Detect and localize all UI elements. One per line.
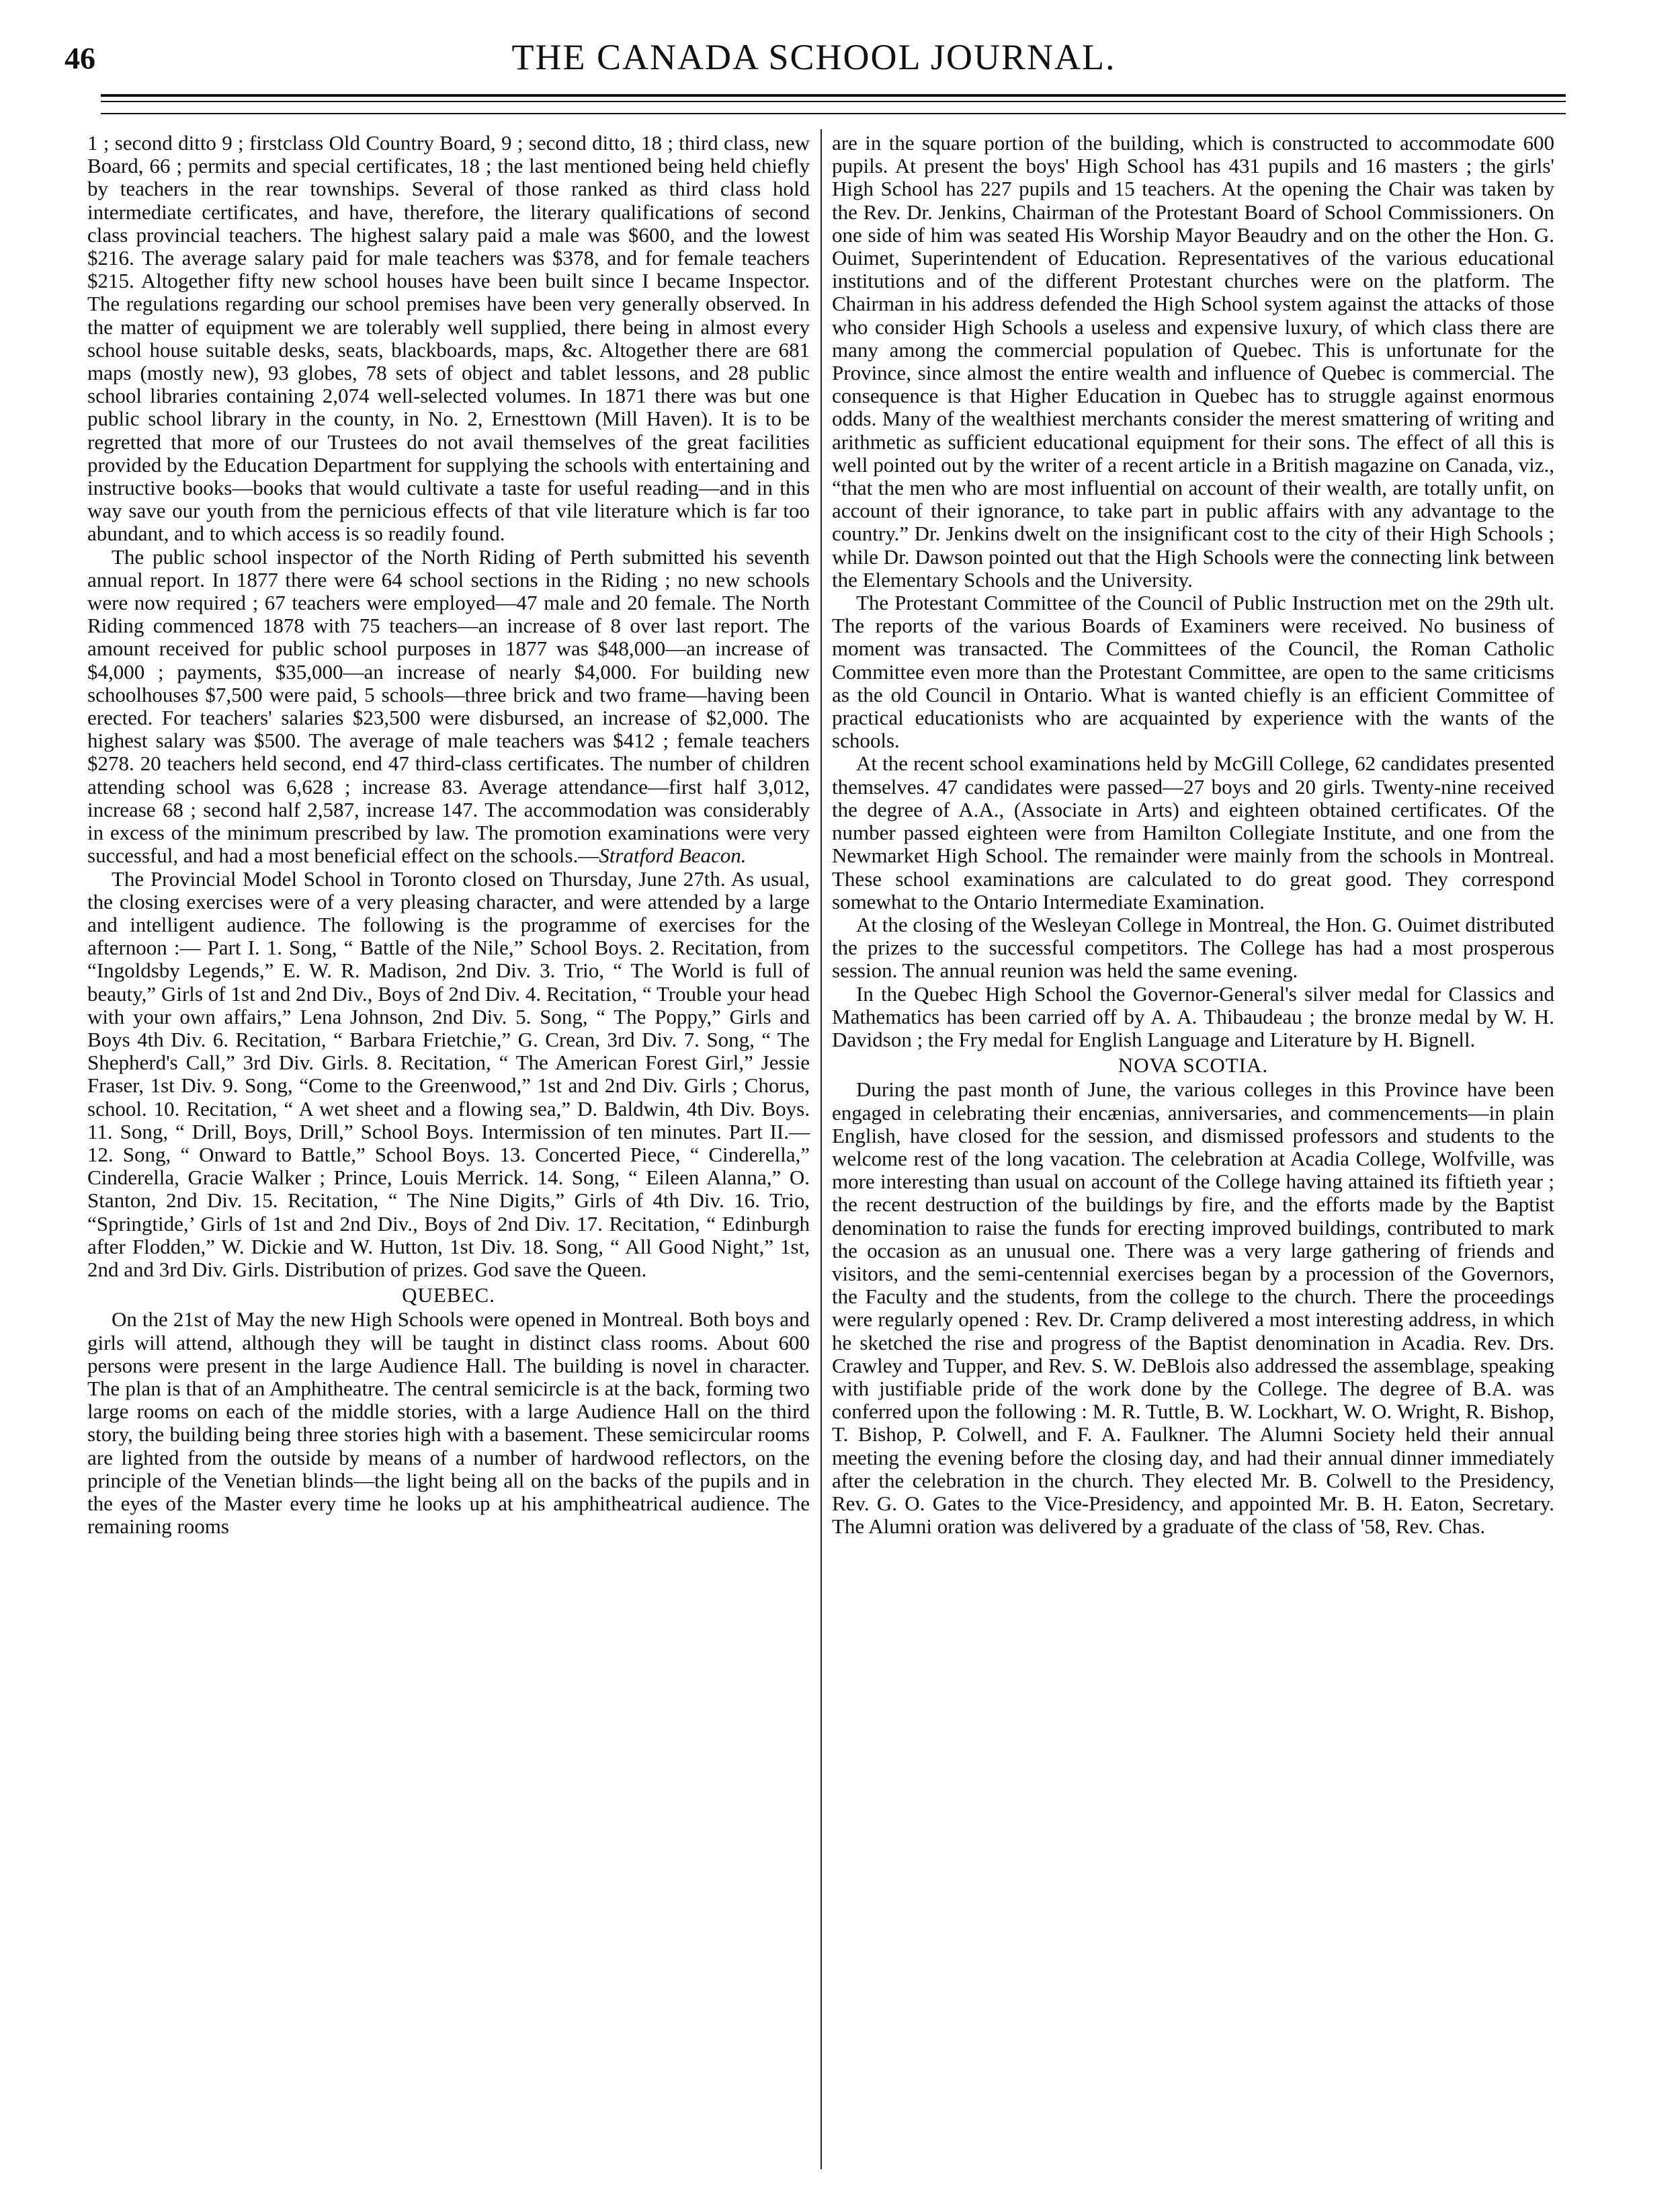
article-paragraph xyxy=(87,546,810,868)
section-heading-quebec: QUEBEC. xyxy=(402,1283,495,1307)
page-number: 46 xyxy=(65,41,95,75)
paragraph-text: The public school inspector of the North Riding of Perth submitted his seventh annual report. In 1877 there were 64 school sections in the Riding ; no new schools were now required ; 67 teachers were employed—47 male and 20 female. The North Riding commenced 1878 with 75 teachers—an increase of 8 over last report. The amount received for public school purposes in 1877 was $48,000—an increase of $4,000 ; payments, $35,000—an increase of nearly $4,000. For building new schoolhouses $7,500 were paid, 5 schools—three brick and two frame—having been erected. For teachers' salaries $23,500 were disbursed, an increase of $2,000. The highest salary was $500. The average of male teachers was $412 ; female teachers $278. 20 teachers held second, end 47 third-class certificates. The number of children attending school was 6,628 ; increase 83. Average attendance—first half 3,012, increase 68 ; second half 2,587, increase 147. The accommodation was considerably in excess of the minimum prescribed by law. The promotion examinations were very successful, and had a most beneficial effect on the schools.— xyxy=(87,544,810,868)
article-paragraph: The Protestant Committee of the Council of Public Instruction met on the 29th ult. The reports of the various Boards of Examiners were received. No business of moment was transacted. The Committees of the Council, the Roman Catholic Committee even more than the Protestant Committee, are open to the same criticisms as the old Council in Ontario. What is wanted chiefly is an efficient Committee of practical educationists who are acquainted by experience with the wants of the schools. xyxy=(832,591,1554,753)
page-header xyxy=(65,27,1563,81)
right-column xyxy=(832,132,1554,2168)
article-paragraph: In the Quebec High School the Governor-General's silver medal for Classics and Mathematics has been carried off by A. A. Thibaudeau ; the bronze medal by W. H. Davidson ; the Fry medal for English Language and Literature by H. Bignell. xyxy=(832,981,1554,1051)
article-paragraph: are in the square portion of the building, which is constructed to accommodate 600 pupils. At present the boys' High School has 431 pupils and 16 masters ; the girls' High School has 227 pupils and 15 teachers. At the opening the Chair was taken by the Rev. Dr. Jenkins, Chairman of the Protestant Board of School Commissioners. On one side of him was seated His Worship Mayor Beaudry and on the other the Hon. G. Ouimet, Superintendent of Education. Representatives of the various educational institutions and of the different Protestant churches were on the platform. The Chairman in his address defended the High School system against the attacks of those who consider High Schools a useless and expensive luxury, of which class there are many among the commercial population of Quebec. This is unfortunate for the Province, since almost the entire wealth and influence of Quebec is commercial. The consequence is that Higher Education in Quebec has to struggle against enormous odds. Many of the wealthiest merchants consider the merest smattering of writing and arithmetic as sufficient educational equipment for their sons. The effect of all this is well pointed out by the writer of a recent article in a British magazine on Canada, viz., “that the men who are most influential on account of their wealth, are totally unfit, on account of their ignorance, to take part in public affairs with any advantage to the country.” Dr. Jenkins dwelt on the insignificant cost to the city of their High Schools ; while Dr. Dawson pointed out that the High Schools were the connecting link between the Elementary Schools and the University. xyxy=(832,131,1554,592)
column-divider xyxy=(821,129,822,2169)
article-paragraph: The Provincial Model School in Toronto closed on Thursday, June 27th. As usual, the closing exercises were of a very pleasing character, and were attended by a large and intelligent audience. The following is the programme of exercises for the afternoon :— Part I. 1. Song, “ Battle of the Nile,” School Boys. 2. Recitation, from “Ingoldsby Legends,” E. W. R. Madison, 2nd Div. 3. Trio, “ The World is full of beauty,” Girls of 1st and 2nd Div., Boys of 2nd Div. 4. Recitation, “ Trouble your head with your own affairs,” Lena Johnson, 2nd Div. 5. Song, “ The Poppy,” Girls and Boys 4th Div. 6. Recitation, “ Barbara Frietchie,” G. Crean, 3rd Div. 7. Song, “ The Shepherd's Call,” 3rd Div. Girls. 8. Recitation, “ The American Forest Girl,” Jessie Fraser, 1st Div. 9. Song, “Come to the Greenwood,” 1st and 2nd Div. Girls ; Chorus, school. 10. Recitation, “ A wet sheet and a flowing sea,” D. Baldwin, 4th Div. Boys. 11. Song, “ Drill, Boys, Drill,” School Boys. Intermission of ten minutes. Part II.— 12. Song, “ Onward to Battle,” School Boys. 13. Concerted Piece, “ Cinderella,” Cinderella, Gracie Walker ; Prince, Louis Merrick. 14. Song, “ Eileen Alanna,” O. Stanton, 2nd Div. 15. Recitation, “ The Nine Digits,” Girls of 4th Div. 16. Trio, “Springtide,’ Girls of 1st and 2nd Div., Boys of 2nd Div. 17. Recitation, “ Edinburgh after Flodden,” W. Dickie and W. Hutton, 1st Div. 18. Song, “ All Good Night,” 1st, 2nd and 3rd Div. Girls. Distribution of prizes. God save the Queen. xyxy=(87,866,810,1281)
article-paragraph: During the past month of June, the various colleges in this Province have been engaged in celebrating their encænias, anniversaries, and commencements—in plain English, have closed for the session, and dismissed professors and students to the welcome rest of the long vacation. The celebration at Acadia College, Wolfville, was more interesting than usual on account of the College having attained its fiftieth year ; the recent destruction of the buildings by fire, and the efforts made by the Baptist denomination to raise the funds for erecting improved buildings, contributed to mark the occasion as an unusual one. There was a very large gathering of friends and visitors, and the semi-centennial exercises began by a procession of the Governors, the Faculty and the students, from the college to the church. There the proceedings were regularly opened : Rev. Dr. Cramp delivered a most interesting address, in which he sketched the rise and progress of the Baptist denomination in Acadia. Rev. Drs. Crawley and Tupper, and Rev. S. W. DeBlois also addressed the assemblage, speaking with justifiable pride of the work done by the College. The degree of B.A. was conferred upon the following : M. R. Tuttle, B. W. Lockhart, W. O. Wright, R. Bishop, T. Bishop, P. Colwell, and F. A. Faulkner. The Alumni Society held their annual meeting the evening before the closing day, and had their annual dinner immediately after the celebration in the church. They elected Mr. B. Colwell to the Presidency, Rev. G. O. Gates to the Vice-Presidency, and appointed Mr. B. H. Eaton, Secretary. The Alumni oration was delivered by a graduate of the class of '58, Rev. Chas. xyxy=(832,1077,1554,1539)
header-rule-thin xyxy=(101,101,1566,102)
journal-title: THE CANADA SCHOOL JOURNAL. xyxy=(511,37,1116,77)
article-paragraph: On the 21st of May the new High Schools were opened in Montreal. Both boys and girls will attend, although they will be taught in distinct class rooms. About 600 persons were present in the large Audience Hall. The building is novel in character. The plan is that of an Amphitheatre. The central semicircle is at the back, forming two large rooms on each of the middle stories, with a large Audience Hall on the third story, the building being three stories high with a basement. These semicircular rooms are lighted from the outside by means of a number of hardwood reflectors, on the principle of the Venetian blinds—the light being all on the backs of the pupils and in the eyes of the Master every time he looks up at his amphitheatrical audience. The remaining rooms xyxy=(87,1307,810,1539)
header-rule-thick xyxy=(101,94,1566,97)
article-paragraph: At the recent school examinations held by McGill College, 62 candidates presented themselves. 47 candidates were passed—27 boys and 20 girls. Twenty-nine received the degree of A.A., (Associate in Arts) and eighteen obtained certificates. Of the number passed eighteen were from Hamilton Collegiate Institute, and one from the Newmarket High School. The remainder were mainly from the schools in Montreal. These school examinations are calculated to do great good. They correspond somewhat to the Ontario Intermediate Examination. xyxy=(832,751,1554,913)
source-citation: Stratford Beacon. xyxy=(599,844,747,868)
article-paragraph: 1 ; second ditto 9 ; firstclass Old Country Board, 9 ; second ditto, 18 ; third class, new Board, 66 ; permits and special certificates, 18 ; the last mentioned being held chiefly by teachers in the rear townships. Several of those ranked as third class hold intermediate certificates, and have, therefore, the literary qualifications of second class provincial teachers. The highest salary paid a male was $600, and the lowest $216. The average salary paid for male teachers was $378, and for female teachers $215. Altogether fifty new school houses have been built since I became Inspector. The regulations regarding our school premises have been very generally observed. In the matter of equipment we are tolerably well supplied, there being in almost every school house suitable desks, seats, blackboards, maps, &c. Altogether there are 681 maps (mostly new), 93 globes, 78 sets of object and tablet lessons, and 28 public school libraries containing 2,074 well-selected volumes. In 1871 there was but one public school library in the county, in No. 2, Ernesttown (Mill Haven). It is to be regretted that more of our Trustees do not avail themselves of the great facilities provided by the Education Department for supplying the schools with entertaining and instructive books—books that would cultivate a taste for useful reading—and in this way save our youth from the pernicious effects of that vile literature which is far too abundant, and to which access is so readily found. xyxy=(87,131,810,546)
header-rule-bottom xyxy=(101,113,1566,114)
left-column xyxy=(87,132,810,2155)
section-heading-nova-scotia: NOVA SCOTIA. xyxy=(1118,1053,1269,1077)
article-paragraph: At the closing of the Wesleyan College in Montreal, the Hon. G. Ouimet distributed the prizes to the successful competitors. The College has had a most prosperous session. The annual reunion was held the same evening. xyxy=(832,912,1554,983)
